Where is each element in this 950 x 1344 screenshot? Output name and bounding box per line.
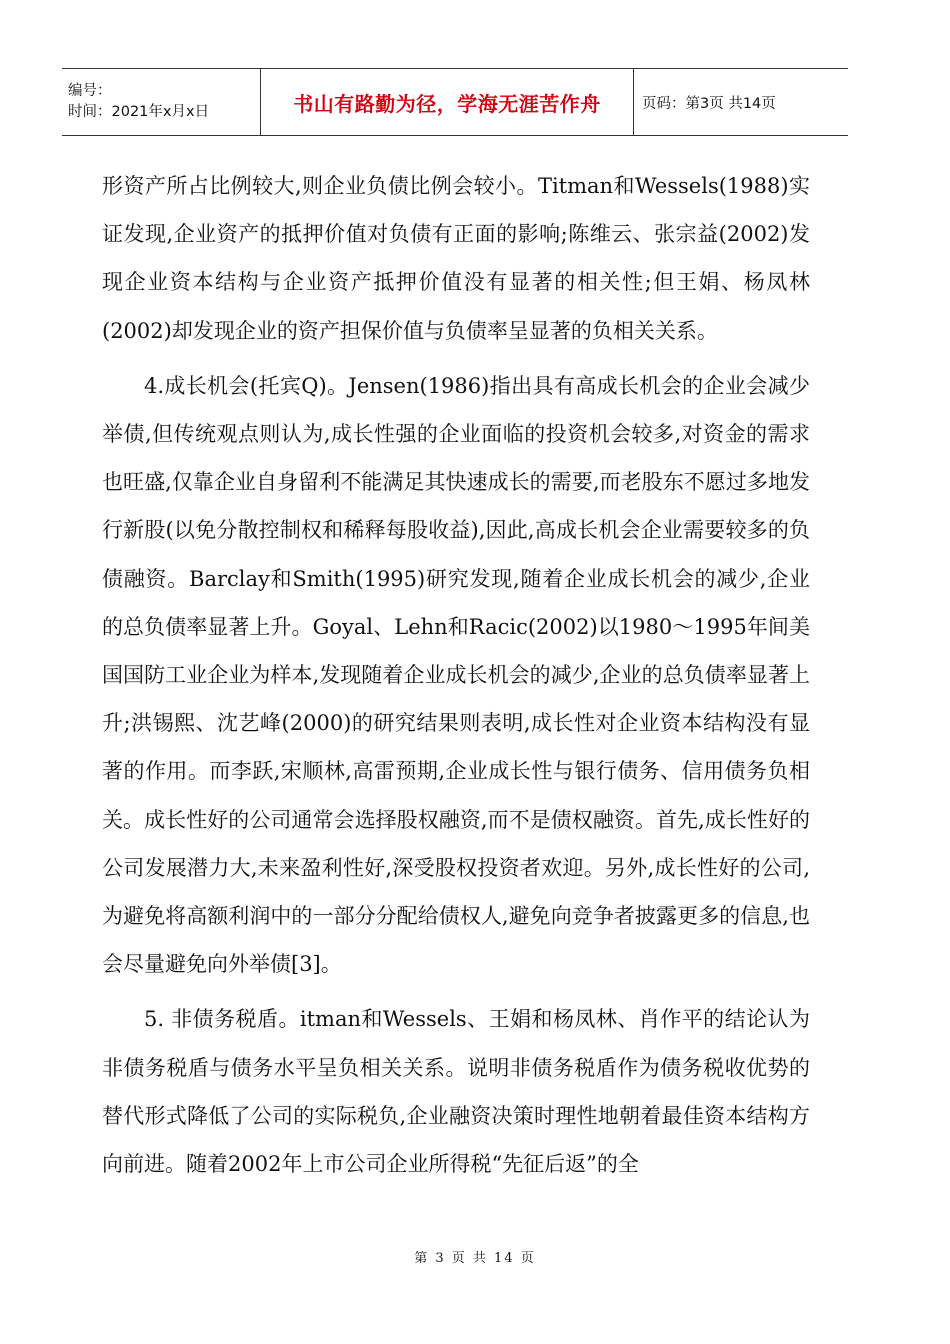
doc-number-label: 编号： [68,83,112,99]
doc-time-label: 时间：2021年x月x日 [68,104,210,120]
header-right-cell [634,69,848,135]
page-header [62,68,848,136]
paragraph-2: 4.成长机会(托宾Q)。Jensen(1986)指出具有高成长机会的企业会减少举债,但传统观点则认为,成长性强的企业面临的投资机会较多,对资金的需求也旺盛,仅靠企业自身留利不能满足其快速成长的需要,而老股东不愿过多地发行新股(以免分散控制权和稀释每股收益),因此,高成长机会企业需要较多的负债融资。Barclay和Smith(1995)研究发现,随着企业成长机会的减少,企业的总负债率显著上升。Goyal、Lehn和Racic(2002)以1980～1995年间美国国防工业企业为样本,发现随着企业成长机会的减少,企业的总负债率显著上升;洪锡熙、沈艺峰(2000)的研究结果则表明,成长性对企业资本结构没有显著的作用。而李跃,宋顺林,高雷预期,企业成长性与银行债务、信用债务负相关。成长性好的公司通常会选择股权融资,而不是债权融资。首先,成长性好的公司发展潜力大,未来盈利性好,深受股权投资者欢迎。另外,成长性好的公司,为避免将高额利润中的一部分分配给债权人,避免向竞争者披露更多的信息,也会尽量避免向外举债[3]。 [102,373,810,977]
document-body [102,162,810,1188]
page-footer: 第 3 页 共 14 页 [414,1251,536,1266]
paragraph-1: 形资产所占比例较大,则企业负债比例会较小。Titman和Wessels(1988)实证发现,企业资产的抵押价值对负债有正面的影响;陈维云、张宗益(2002)发现企业资本结构与企业资产抵押价值没有显著的相关性;但王娟、杨凤林(2002)却发现企业的资产担保价值与负债率呈显著的负相关关系。 [102,174,810,343]
header-left-cell [62,69,260,135]
paragraph-3: 5. 非债务税盾。itman和Wessels、王娟和杨凤林、肖作平的结论认为非债务税盾与债务水平呈负相关关系。说明非债务税盾作为债务税收优势的替代形式降低了公司的实际税负,企业融资决策时理性地朝着最佳资本结构方向前进。随着2002年上市公司企业所得税“先征后返”的全 [102,1007,810,1177]
header-page-label: 页码：第3页 共14页 [642,95,776,112]
header-motto-cell [260,69,634,135]
header-motto: 书山有路勤为径，学海无涯苦作舟 [293,91,601,116]
